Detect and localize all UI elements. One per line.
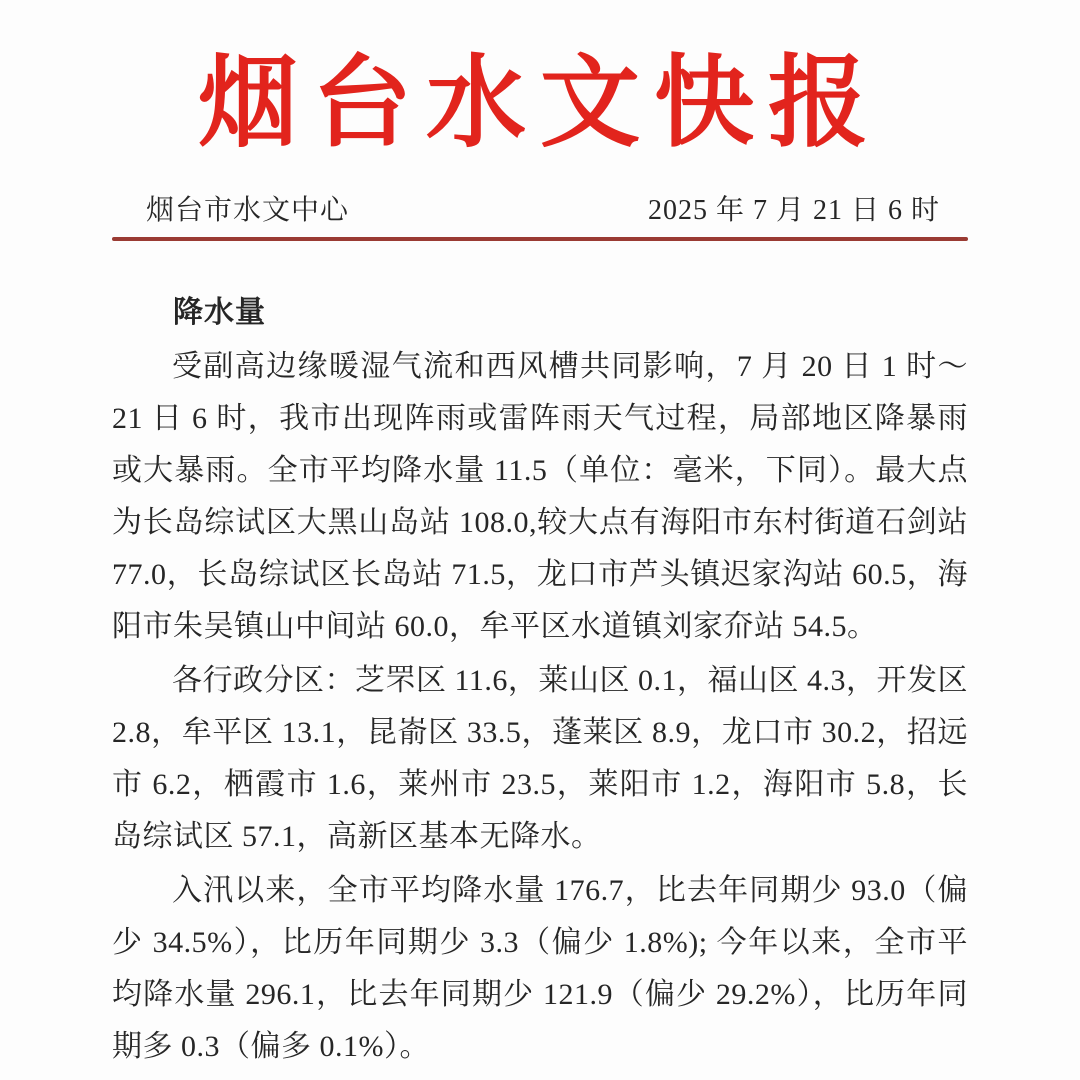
header-rule — [112, 237, 968, 241]
bulletin-title: 烟台水文快报 — [198, 48, 882, 159]
meta-row — [112, 194, 968, 228]
paragraph-rain-event-summary: 受副高边缘暖湿气流和西风槽共同影响，7 月 20 日 1 时～21 日 6 时，我市出现阵雨或雷阵雨天气过程，局部地区降暴雨或大暴雨。全市平均降水量 11.5（单位：毫米，下同）。最大点为长岛综试区大黑山岛站 108.0,较大点有海阳市东村街道石剑站 77.0，长岛综试区长岛站 71.5，龙口市芦头镇迟家沟站 60.5，海阳市朱吴镇山中间站 60.0，牟平区水道镇刘家夼站 54.5。 — [112, 350, 968, 643]
section-heading-precipitation: 降水量 — [173, 296, 266, 329]
issuing-agency: 烟台市水文中心 — [146, 195, 350, 226]
issue-datetime: 2025 年 7 月 21 日 6 时 — [647, 195, 940, 226]
paragraph-district-rainfall: 各行政分区：芝罘区 11.6，莱山区 0.1，福山区 4.3，开发区 2.8，牟平区 13.1，昆嵛区 33.5，蓬莱区 8.9，龙口市 30.2，招远市 6.2，栖霞市 1.6，莱州市 23.5，莱阳市 1.2，海阳市 5.8，长岛综试区 57.1，高新区基本无降水。 — [112, 664, 968, 853]
bulletin-body — [112, 287, 968, 1073]
paragraph-period-comparison: 入汛以来，全市平均降水量 176.7，比去年同期少 93.0（偏少 34.5%），比历年同期少 3.3（偏少 1.8%); 今年以来，全市平均降水量 296.1，比去年同期少 121.9（偏少 29.2%），比历年同期多 0.3（偏多 0.1%）。 — [112, 874, 968, 1063]
